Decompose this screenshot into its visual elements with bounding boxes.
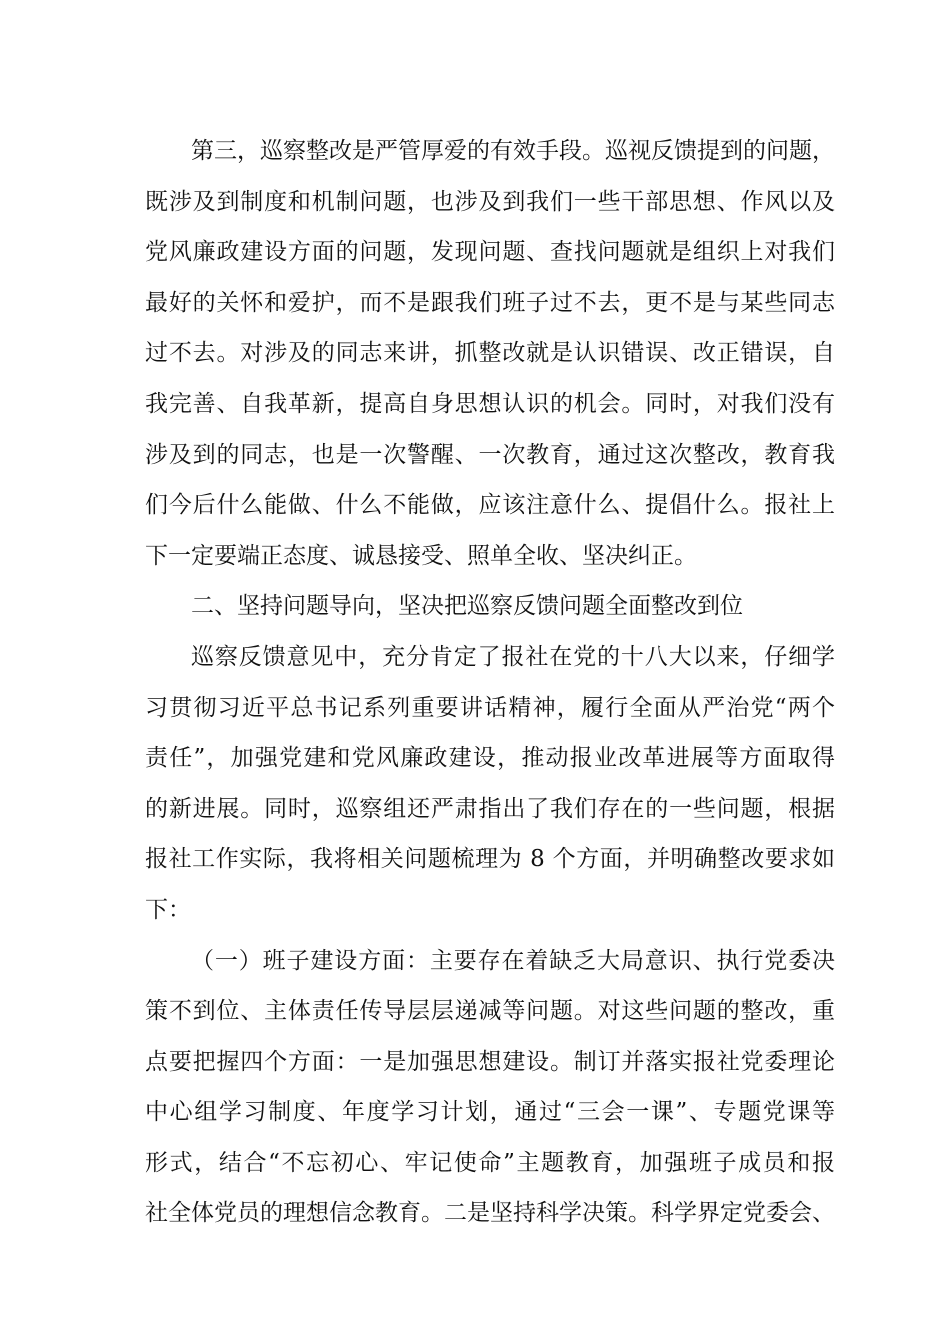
paragraph-line: 点要把握四个方面：一是加强思想建设。制订并落实报社党委理论 bbox=[145, 1048, 835, 1075]
paragraph-line: 策不到位、主体责任传导层层递减等问题。对这些问题的整改，重 bbox=[145, 998, 835, 1025]
paragraph-line: 形式，结合“不忘初心、牢记使命”主题教育，加强班子成员和报 bbox=[145, 1149, 835, 1176]
section-heading: 二、坚持问题导向，坚决把巡察反馈问题全面整改到位 bbox=[191, 593, 743, 620]
paragraph-line: 下一定要端正态度、诚恳接受、照单全收、坚决纠正。 bbox=[145, 542, 697, 569]
paragraph-line: 党风廉政建设方面的问题，发现问题、查找问题就是组织上对我们 bbox=[145, 239, 835, 266]
paragraph-line: 第三，巡察整改是严管厚爱的有效手段。巡视反馈提到的问题， bbox=[191, 138, 835, 164]
paragraph-line: 的新进展。同时，巡察组还严肃指出了我们存在的一些问题，根据 bbox=[145, 795, 835, 822]
subsection-line: （一）班子建设方面：主要存在着缺乏大局意识、执行党委决 bbox=[191, 947, 835, 974]
paragraph-line: 报社工作实际，我将相关问题梳理为 8 个方面，并明确整改要求如 bbox=[145, 846, 835, 873]
paragraph-line: 既涉及到制度和机制问题，也涉及到我们一些干部思想、作风以及 bbox=[145, 188, 835, 215]
paragraph-line: 巡察反馈意见中，充分肯定了报社在党的十八大以来，仔细学 bbox=[191, 643, 835, 670]
paragraph-line: 社全体党员的理想信念教育。二是坚持科学决策。科学界定党委会、 bbox=[145, 1200, 835, 1227]
body-text bbox=[145, 126, 835, 1239]
paragraph-line: 我完善、自我革新，提高自身思想认识的机会。同时，对我们没有 bbox=[145, 390, 835, 417]
paragraph-line: 责任”，加强党建和党风廉政建设，推动报业改革进展等方面取得 bbox=[145, 745, 835, 772]
paragraph-line: 最好的关怀和爱护，而不是跟我们班子过不去，更不是与某些同志 bbox=[145, 289, 835, 316]
paragraph-line: 过不去。对涉及的同志来讲，抓整改就是认识错误、改正错误，自 bbox=[145, 340, 835, 367]
paragraph-line: 习贯彻习近平总书记系列重要讲话精神，履行全面从严治党“两个 bbox=[145, 694, 835, 721]
paragraph-line: 涉及到的同志，也是一次警醒、一次教育，通过这次整改，教育我 bbox=[145, 441, 835, 468]
paragraph-line: 下： bbox=[145, 896, 191, 923]
paragraph-line: 中心组学习制度、年度学习计划，通过“三会一课”、专题党课等 bbox=[145, 1099, 835, 1126]
paragraph-line: 们今后什么能做、什么不能做，应该注意什么、提倡什么。报社上 bbox=[145, 492, 835, 519]
